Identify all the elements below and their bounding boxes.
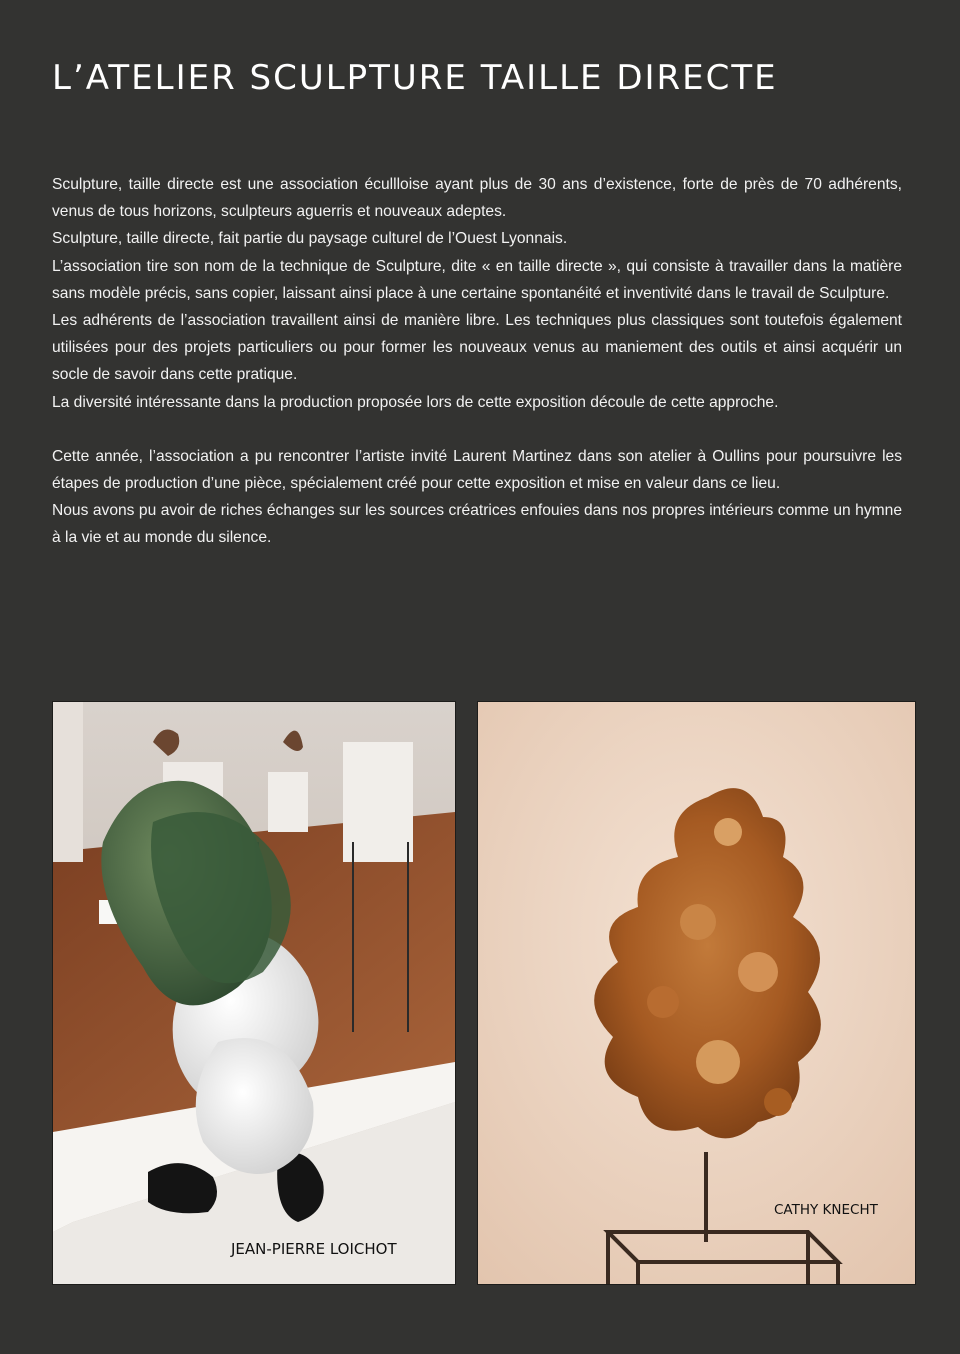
paragraph: Cette année, l’association a pu rencontrer l’artiste invité Laurent Martinez dans son atelier à Oullins pour poursuivre les étapes de production d’une pièce, spécialement créé pour cette exposition et mise en valeur dans ce lieu.: [52, 447, 902, 493]
paragraph: L’association tire son nom de la technique de Sculpture, dite « en taille directe », qui consiste à travailler dans la matière sans modèle précis, sans copier, laissant ainsi place à une certaine spontanéité et inventivité dans le travail de Sculpture.: [52, 257, 902, 302]
paragraph: La diversité intéressante dans la production proposée lors de cette exposition découle de cette approche.: [52, 393, 779, 411]
page-title: L’ATELIER SCULPTURE TAILLE DIRECTE: [52, 58, 778, 98]
intro-text: [52, 171, 902, 552]
paragraph: Nous avons pu avoir de riches échanges sur les sources créatrices enfouies dans nos propres intérieurs comme un hymne à la vie et au monde du silence.: [52, 502, 902, 547]
gallery-scene-image: [53, 702, 455, 1284]
artist-caption-knecht: CATHY KNECHT: [774, 1202, 878, 1218]
paragraph: Sculpture, taille directe est une association écullloise ayant plus de 30 ans d’existence, forte de près de 70 adhérents, venus de tous horizons, sculpteurs aguerris et nouveaux adeptes.: [52, 176, 902, 221]
artist-caption-loichot: JEAN-PIERRE LOICHOT: [231, 1240, 397, 1258]
paragraph: Sculpture, taille directe, fait partie du paysage culturel de l’Ouest Lyonnais.: [52, 230, 568, 248]
paragraph: Les adhérents de l’association travaillent ainsi de manière libre. Les techniques plus classiques sont toutefois également utilisées pour des projets particuliers ou pour former les nouveaux venus au maniement des outils et ainsi acquérir un socle de savoir dans cette pratique.: [52, 312, 902, 384]
wood-sculpture-image: [478, 702, 915, 1284]
sculpture-photo-knecht: [477, 701, 916, 1285]
sculpture-photo-loichot: [52, 701, 456, 1285]
